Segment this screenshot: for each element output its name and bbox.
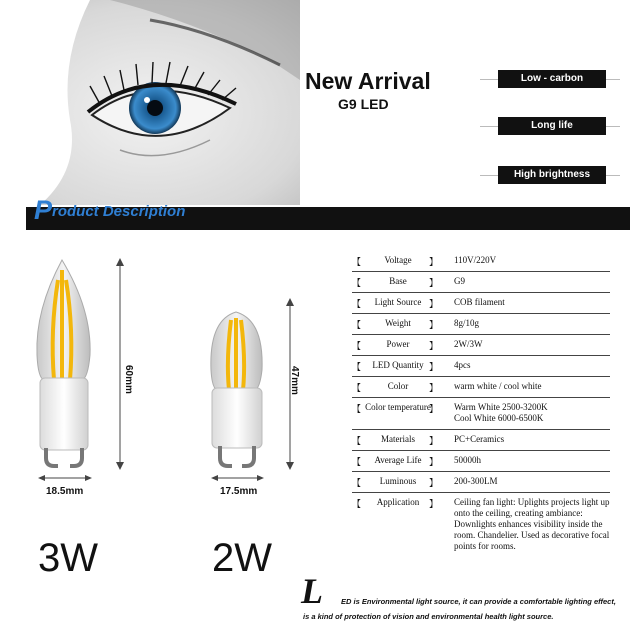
spec-row: [352, 251, 610, 272]
wattage-3w: 3W: [38, 536, 98, 580]
height-label-2w: 47mm: [289, 366, 300, 395]
spec-value: Warm White 2500-3200K Cool White 6000-6500K: [454, 402, 548, 423]
spec-row: [352, 451, 610, 472]
footer-initial: L: [301, 571, 323, 611]
bracket-right: 】: [429, 499, 439, 509]
arrival-subtitle: G9 LED: [338, 96, 389, 112]
spec-row: [352, 377, 610, 398]
spec-label: Average Life: [374, 455, 422, 465]
bracket-left: 【: [352, 499, 362, 509]
bracket-left: 【: [352, 257, 362, 267]
wattage-2w: 2W: [212, 536, 272, 580]
bracket-left: 【: [352, 436, 362, 446]
bracket-right: 】: [429, 320, 439, 330]
bracket-right: 】: [429, 478, 439, 488]
spec-value: Ceiling fan light: Uplights projects light up onto the ceiling, creating ambiance: Downlights enhances visibility inside the room. Chandelier. Used as decorative focal points for rooms.: [454, 497, 610, 551]
spec-value: 200-300LM: [454, 476, 498, 486]
bracket-left: 【: [352, 457, 362, 467]
spec-row: [352, 430, 610, 451]
bracket-left: 【: [352, 299, 362, 309]
height-label-3w: 60mm: [123, 365, 134, 394]
section-title: [34, 195, 185, 226]
section-title-initial: P: [34, 195, 53, 225]
bracket-right: 】: [429, 362, 439, 372]
tag-long-life: Long life: [498, 117, 606, 135]
spec-value: PC+Ceramics: [454, 434, 505, 444]
bracket-right: 】: [429, 383, 439, 393]
width-label-2w: 17.5mm: [220, 486, 258, 497]
spec-value: warm white / cool white: [454, 381, 542, 391]
spec-row: [352, 472, 610, 493]
spec-value: 110V/220V: [454, 255, 497, 265]
footer-line-2: is a kind of protection of vision and environmental health light source.: [303, 612, 554, 621]
bracket-left: 【: [352, 320, 362, 330]
bracket-right: 】: [429, 436, 439, 446]
spec-label: Weight: [385, 318, 411, 328]
bracket-left: 【: [352, 341, 362, 351]
spec-row: [352, 335, 610, 356]
spec-value: G9: [454, 276, 465, 286]
bracket-right: 】: [429, 341, 439, 351]
spec-label: Base: [389, 276, 407, 286]
spec-label: Color temperature: [365, 402, 431, 412]
spec-value: 8g/10g: [454, 318, 480, 328]
tag-low-carbon: Low - carbon: [498, 70, 606, 88]
spec-row: [352, 314, 610, 335]
spec-row: [352, 398, 610, 430]
bracket-right: 】: [429, 404, 439, 414]
spec-value: 2W/3W: [454, 339, 483, 349]
bracket-left: 【: [352, 383, 362, 393]
bulb-2w: [211, 312, 262, 466]
width-label-3w: 18.5mm: [46, 486, 84, 497]
spec-value: COB filament: [454, 297, 505, 307]
hero-banner: [0, 0, 630, 205]
spec-label: Light Source: [374, 297, 422, 307]
spec-label: Materials: [381, 434, 415, 444]
spec-value: 4pcs: [454, 360, 471, 370]
spec-label: Application: [376, 497, 420, 507]
bracket-left: 【: [352, 404, 362, 414]
spec-label: Power: [386, 339, 410, 349]
spec-label: LED Quantity: [372, 360, 424, 370]
bulb-3w: [37, 260, 90, 466]
spec-value: 50000h: [454, 455, 481, 465]
bracket-right: 】: [429, 257, 439, 267]
bracket-left: 【: [352, 362, 362, 372]
section-title-rest: roduct Description: [52, 203, 186, 220]
bracket-right: 】: [429, 299, 439, 309]
bracket-left: 【: [352, 278, 362, 288]
tag-high-brightness: High brightness: [498, 166, 606, 184]
bracket-left: 【: [352, 478, 362, 488]
bracket-right: 】: [429, 278, 439, 288]
eye-photo: [0, 0, 300, 205]
arrival-title: New Arrival: [305, 68, 431, 94]
spec-row: [352, 272, 610, 293]
spec-row: [352, 293, 610, 314]
spec-label: Color: [387, 381, 409, 391]
bracket-right: 】: [429, 457, 439, 467]
spec-row: [352, 493, 610, 563]
spec-label: Voltage: [384, 255, 412, 265]
footer-line-1: ED is Environmental light source, it can provide a comfortable lighting effect,: [341, 597, 616, 606]
spec-row: [352, 356, 610, 377]
spec-label: Luminous: [379, 476, 417, 486]
